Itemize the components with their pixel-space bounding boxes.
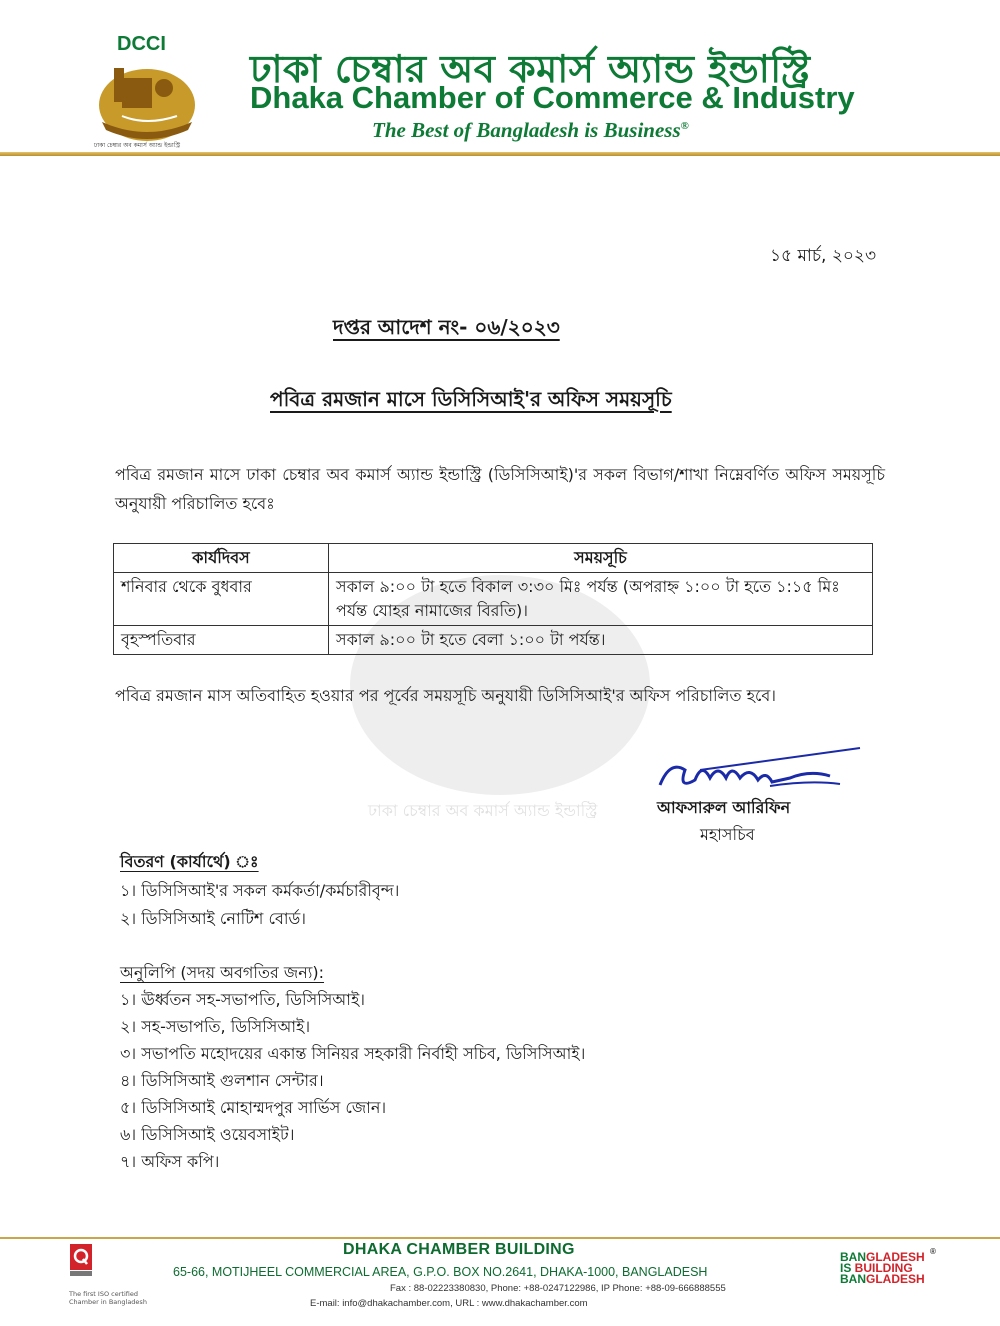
signatory-title: মহাসচিব [700, 825, 755, 844]
logo-caption: ঢাকা চেম্বার অব কমার্স অ্যান্ড ইন্ডাস্ট্রি [94, 142, 181, 149]
intro-paragraph: পবিত্র রমজান মাসে ঢাকা চেম্বার অব কমার্স অ্যান্ড ইন্ডাস্ট্রি (ডিসিসিআই)'র সকল বিভাগ/শাখা নিম্নেবর্ণিত অফিস সময়সূচি অনুযায়ী পরিচালিত হবেঃ [115, 465, 885, 513]
distribution-list [120, 877, 399, 933]
list-item: ৭। অফিস কপি। [120, 1152, 220, 1171]
table-header-row [114, 544, 873, 573]
list-item: ৫। ডিসিসিআই মোহাম্মদপুর সার্ভিস জোন। [120, 1098, 387, 1117]
dcci-logo [92, 30, 207, 150]
org-name-english: Dhaka Chamber of Commerce & Industry [250, 80, 855, 115]
copy-list [120, 986, 585, 1175]
list-item: ২। সহ-সভাপতি, ডিসিসিআই। [120, 1017, 311, 1036]
org-name-bengali: ঢাকা চেম্বার অব কমার্স অ্যান্ড ইন্ডাস্ট্রি [250, 47, 811, 91]
distribution-heading: বিতরণ (কার্যার্থে) ঃ [120, 852, 259, 871]
table-cell-day: বৃহস্পতিবার [114, 626, 329, 655]
copy-heading: অনুলিপি (সদয় অবগতির জন্য): [120, 963, 325, 982]
list-item: ৩। সভাপতি মহোদয়ের একান্ত সিনিয়র সহকারী নির্বাহী সচিব, ডিসিসিআই। [120, 1044, 586, 1063]
registered-mark: ® [680, 120, 689, 132]
list-item: ৪। ডিসিসিআই গুলশান সেন্টার। [120, 1071, 324, 1090]
footer-email: E-mail: info@dhakachamber.com, URL : www.dhakachamber.com [310, 1298, 588, 1309]
office-order-number: দপ্তর আদেশ নং- ০৬/২০২৩ [333, 315, 560, 339]
list-item: ১। ডিসিসিআই'র সকল কর্মকর্তা/কর্মচারীবৃন্দ। [120, 881, 400, 900]
table-row [114, 626, 873, 655]
document-subject: পবিত্র রমজান মাসে ডিসিসিআই'র অফিস সময়সূচি [270, 387, 672, 411]
header-divider [0, 152, 1000, 156]
column-header-schedule: সময়সূচি [329, 544, 873, 573]
document-date: ১৫ মার্চ, ২০২৩ [770, 246, 877, 266]
footer-address: 65-66, MOTIJHEEL COMMERCIAL AREA, G.P.O. BOX NO.2641, DHAKA-1000, BANGLADESH [173, 1265, 708, 1279]
list-item: ১। ঊর্ধ্বতন সহ-সভাপতি, ডিসিসিআই। [120, 990, 365, 1009]
footer-contact: Fax : 88-02223380830, Phone: +88-0247122986, IP Phone: +88-09-666888555 [390, 1283, 726, 1294]
column-header-workday: কার্যদিবস [114, 544, 329, 573]
closing-note: পবিত্র রমজান মাস অতিবাহিত হওয়ার পর পূর্বের সময়সূচি অনুযায়ী ডিসিসিআই'র অফিস পরিচালিত হবে। [115, 686, 777, 705]
building-name: DHAKA CHAMBER BUILDING [343, 1241, 575, 1258]
iso-caption: The first ISO certified Chamber in Bangladesh [69, 1290, 147, 1306]
tagline [372, 118, 689, 143]
iso-badge [65, 1242, 155, 1317]
watermark-text: ঢাকা চেম্বার অব কমার্স অ্যান্ড ইন্ডাস্ট্রি [368, 801, 598, 820]
bangladesh-is-building-bangladesh-logo: BANGLADESH IS BUILDING BANGLADESH ® [840, 1247, 936, 1286]
table-cell-time: সকাল ৯:০০ টা হতে বিকাল ৩:৩০ মিঃ পর্যন্ত (অপরাহ্ন ১:০০ টা হতে ১:১৫ মিঃ পর্যন্ত যোহর নামাজের বিরতি)। [329, 573, 873, 626]
list-item: ৬। ডিসিসিআই ওয়েবসাইট। [120, 1125, 295, 1144]
footer-divider [0, 1237, 1000, 1239]
table-cell-day: শনিবার থেকে বুধবার [114, 573, 329, 626]
logo-text: DCCI [117, 33, 166, 55]
iso-q-icon [70, 1244, 92, 1278]
table-row [114, 573, 873, 626]
list-item: ২। ডিসিসিআই নোটিশ বোর্ড। [120, 909, 306, 928]
table-cell-time: সকাল ৯:০০ টা হতে বেলা ১:০০ টা পর্যন্ত। [329, 626, 873, 655]
office-schedule-table [113, 543, 873, 655]
tagline-text: The Best of Bangladesh is Business [372, 118, 681, 142]
signatory-name: আফসারুল আরিফিন [657, 798, 791, 817]
